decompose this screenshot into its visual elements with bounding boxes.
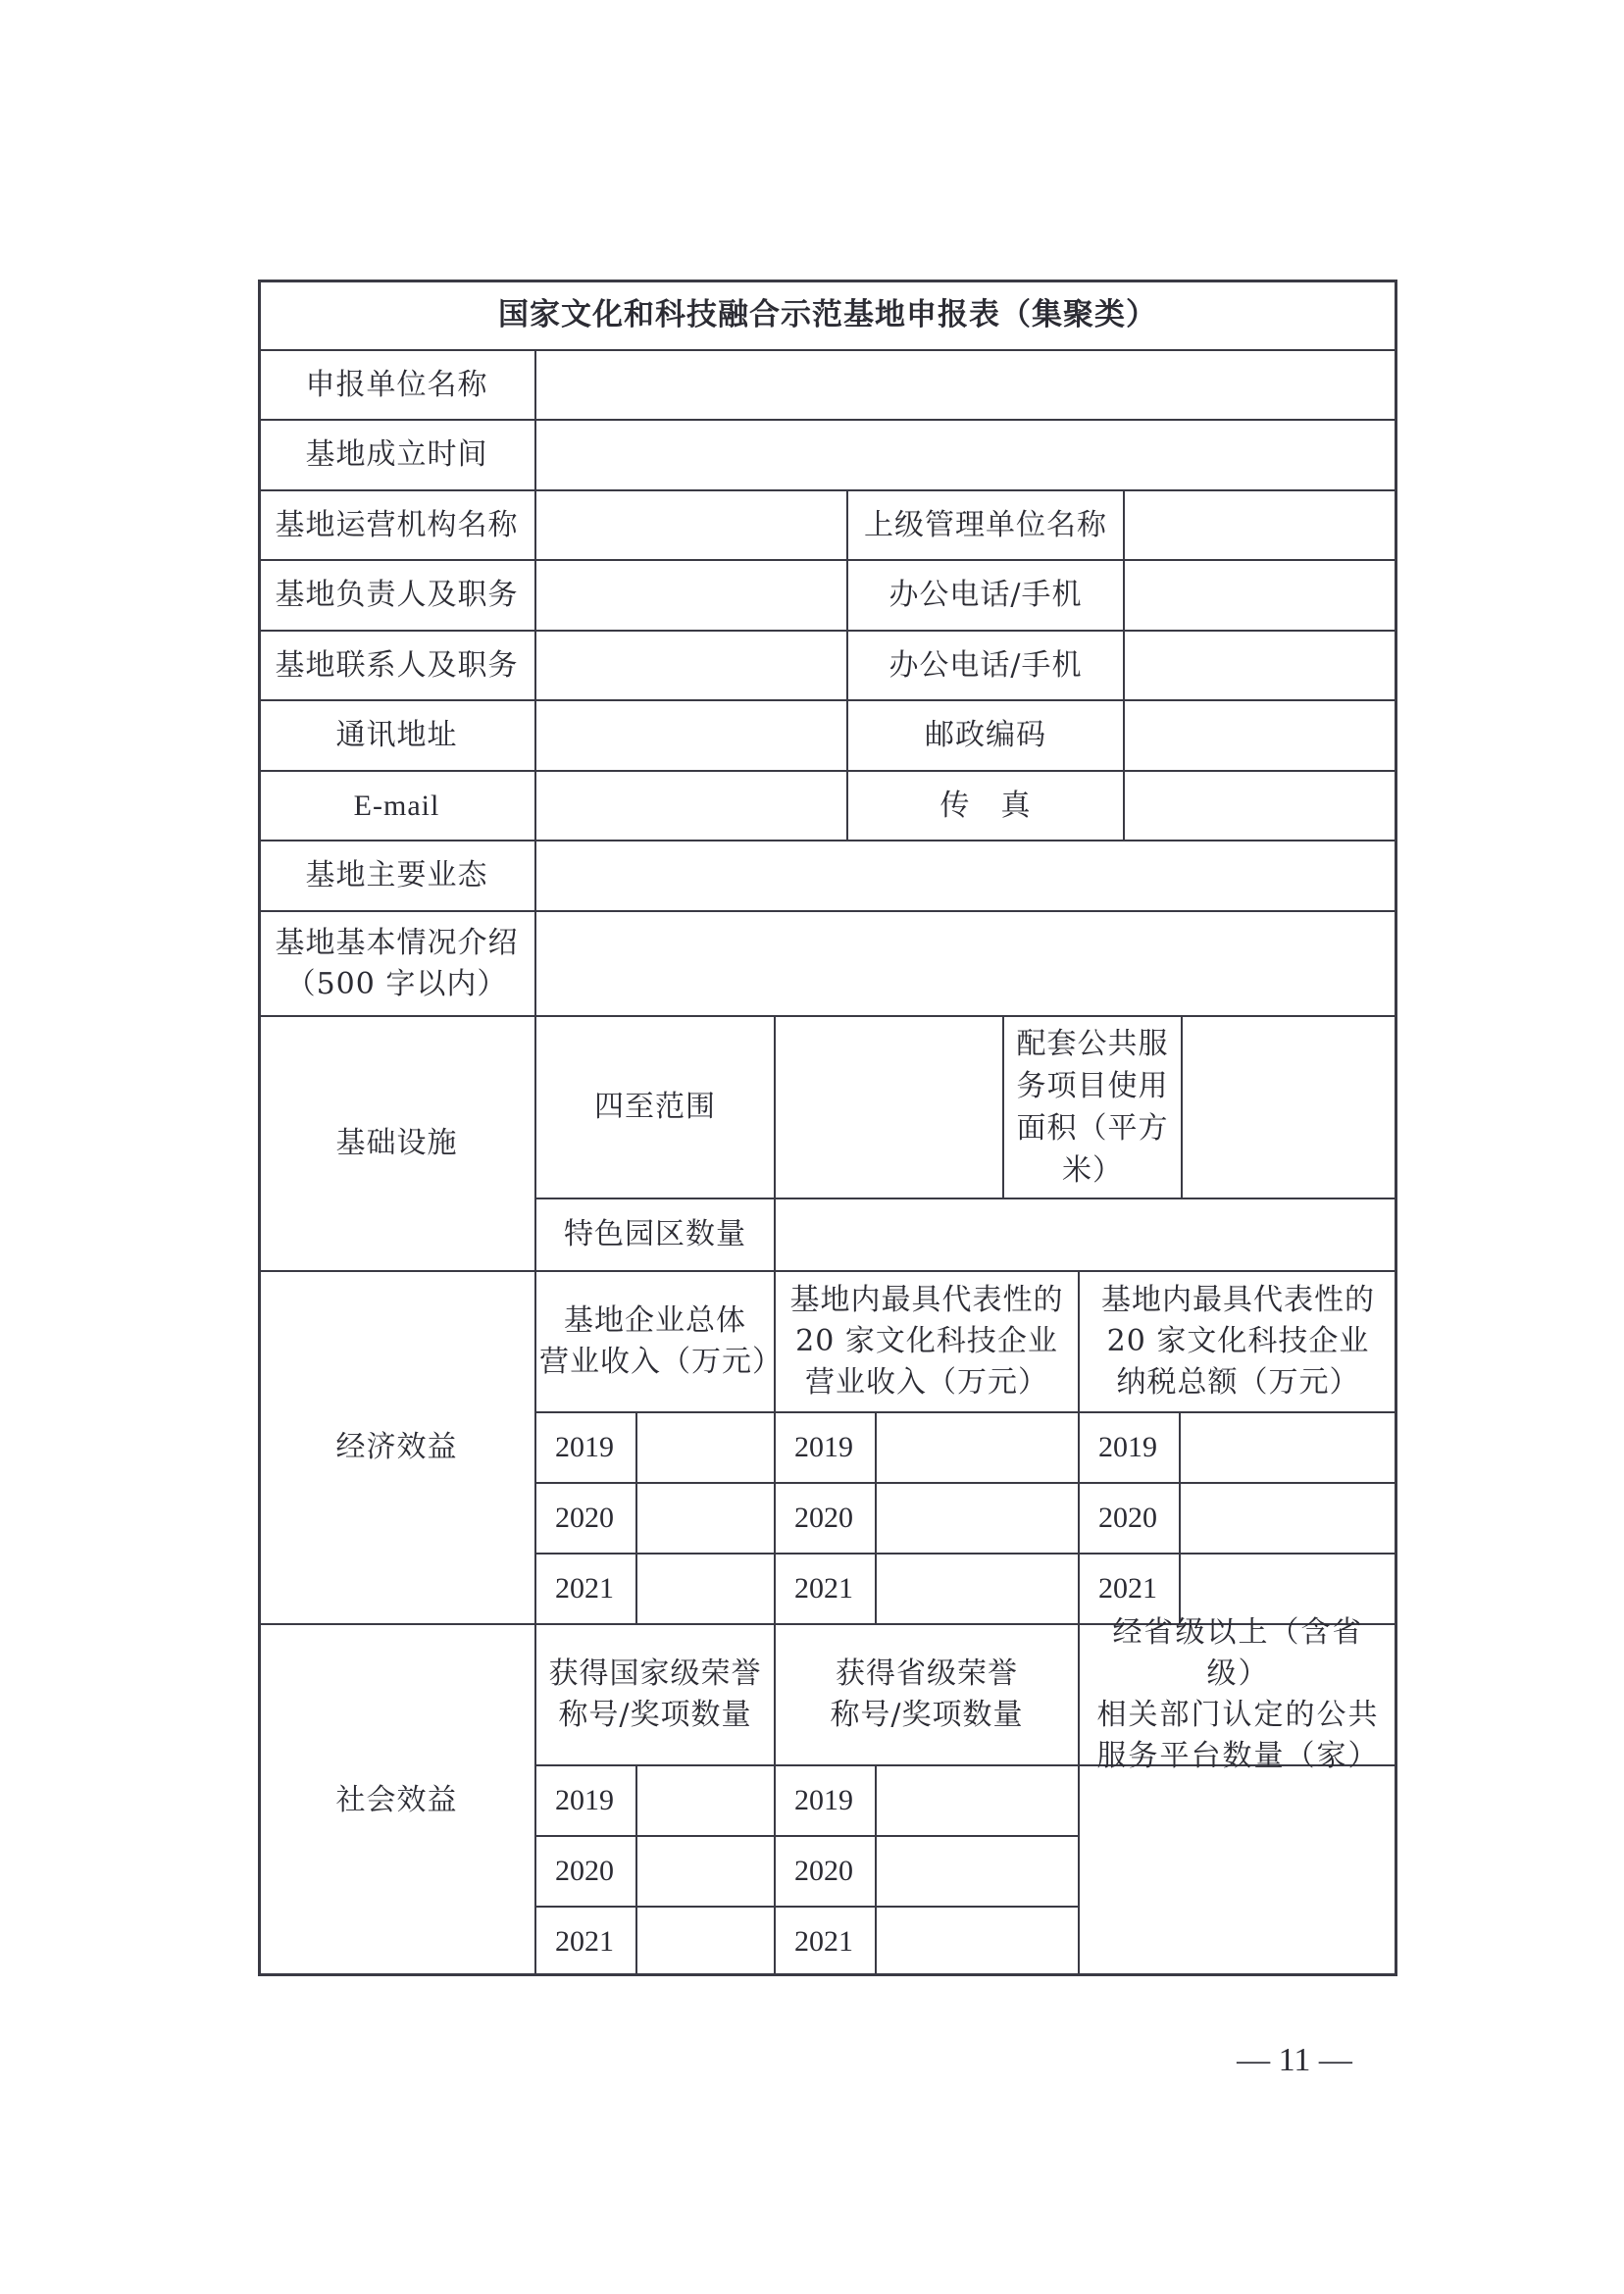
econ3-year-2021: 2021 [1098, 1572, 1157, 1605]
social2-value-2020[interactable] [876, 1836, 1079, 1907]
main-business-field[interactable] [535, 841, 1397, 911]
label-contact-phone: 办公电话/手机 [888, 647, 1083, 683]
social2-year-2019: 2019 [794, 1784, 853, 1816]
econ3-year-2020: 2020 [1098, 1502, 1157, 1534]
label-operator-name: 基地运营机构名称 [275, 507, 519, 542]
econ2-year-2021: 2021 [794, 1572, 853, 1605]
econ1-value-2019[interactable] [636, 1412, 775, 1483]
intro-field[interactable] [535, 911, 1397, 1016]
econ2-value-2019[interactable] [876, 1412, 1079, 1483]
econ3-value-2020[interactable] [1180, 1483, 1397, 1554]
social2-year-2021: 2021 [794, 1924, 853, 1958]
econ-col3-header: 基地内最具代表性的 20 家文化科技企业 纳税总额（万元） [1101, 1283, 1375, 1400]
econ1-year-2020: 2020 [555, 1502, 614, 1534]
econ-col2-header: 基地内最具代表性的 20 家文化科技企业 营业收入（万元） [789, 1283, 1064, 1400]
public-service-platform-count-field[interactable] [1079, 1765, 1397, 1976]
social-col3-header: 经省级以上（含省级） 相关部门认定的公共 服务平台数量（家） [1096, 1615, 1380, 1773]
social2-year-2020: 2020 [794, 1855, 853, 1887]
label-leader: 基地负责人及职务 [275, 578, 519, 612]
label-email: E-mail [353, 789, 440, 822]
application-form-table [258, 280, 1397, 1976]
contact-field[interactable] [535, 631, 847, 700]
label-main-business: 基地主要业态 [305, 858, 488, 892]
public-service-area-field[interactable] [1182, 1016, 1397, 1198]
econ3-year-2019: 2019 [1098, 1431, 1157, 1463]
social1-value-2019[interactable] [636, 1765, 775, 1836]
leader-field[interactable] [535, 560, 847, 631]
label-established-time: 基地成立时间 [305, 437, 488, 472]
econ3-value-2019[interactable] [1180, 1412, 1397, 1483]
social2-value-2019[interactable] [876, 1765, 1079, 1836]
label-intro: 基地基本情况介绍 （500 字以内） [275, 925, 519, 1001]
fax-field[interactable] [1124, 771, 1397, 841]
form-title: 国家文化和科技融合示范基地申报表（集聚类） [498, 297, 1157, 332]
social1-year-2020: 2020 [555, 1855, 614, 1887]
operator-name-field[interactable] [535, 490, 847, 560]
social2-value-2021[interactable] [876, 1907, 1079, 1976]
social-col1-header: 获得国家级荣誉 称号/奖项数量 [548, 1657, 762, 1732]
featured-parks-field[interactable] [775, 1198, 1397, 1271]
label-public-service-area: 配套公共服 务项目使用 面积（平方 米） [1016, 1027, 1169, 1188]
social1-value-2021[interactable] [636, 1907, 775, 1976]
social1-value-2020[interactable] [636, 1836, 775, 1907]
label-infrastructure: 基础设施 [335, 1126, 458, 1160]
econ1-value-2020[interactable] [636, 1483, 775, 1554]
econ2-year-2020: 2020 [794, 1502, 853, 1534]
econ-col1-header: 基地企业总体 营业收入（万元） [539, 1303, 783, 1379]
label-address: 通讯地址 [335, 718, 458, 752]
label-applicant-name: 申报单位名称 [305, 367, 488, 402]
econ2-year-2019: 2019 [794, 1431, 853, 1463]
label-postcode: 邮政编码 [925, 718, 1046, 752]
label-featured-parks: 特色园区数量 [564, 1217, 746, 1251]
econ1-year-2021: 2021 [555, 1572, 614, 1605]
label-boundary: 四至范围 [594, 1090, 716, 1124]
label-supervisor-name: 上级管理单位名称 [864, 507, 1107, 542]
page-number: — 11 — [1237, 2042, 1352, 2078]
econ2-value-2020[interactable] [876, 1483, 1079, 1554]
label-social: 社会效益 [335, 1782, 458, 1817]
email-field[interactable] [535, 771, 847, 841]
established-time-field[interactable] [535, 420, 1397, 490]
label-fax: 传 真 [939, 788, 1032, 823]
label-economic: 经济效益 [335, 1430, 458, 1464]
econ2-value-2021[interactable] [876, 1554, 1079, 1624]
econ1-value-2021[interactable] [636, 1554, 775, 1624]
social1-year-2021: 2021 [555, 1924, 614, 1958]
postcode-field[interactable] [1124, 700, 1397, 771]
applicant-name-field[interactable] [535, 350, 1397, 420]
supervisor-name-field[interactable] [1124, 490, 1397, 560]
social-col2-header: 获得省级荣誉 称号/奖项数量 [830, 1657, 1024, 1732]
address-field[interactable] [535, 700, 847, 771]
social1-year-2019: 2019 [555, 1784, 614, 1816]
econ1-year-2019: 2019 [555, 1431, 614, 1463]
boundary-field[interactable] [775, 1016, 1003, 1198]
leader-phone-field[interactable] [1124, 560, 1397, 631]
label-leader-phone: 办公电话/手机 [888, 578, 1083, 612]
contact-phone-field[interactable] [1124, 631, 1397, 700]
label-contact: 基地联系人及职务 [275, 647, 519, 683]
